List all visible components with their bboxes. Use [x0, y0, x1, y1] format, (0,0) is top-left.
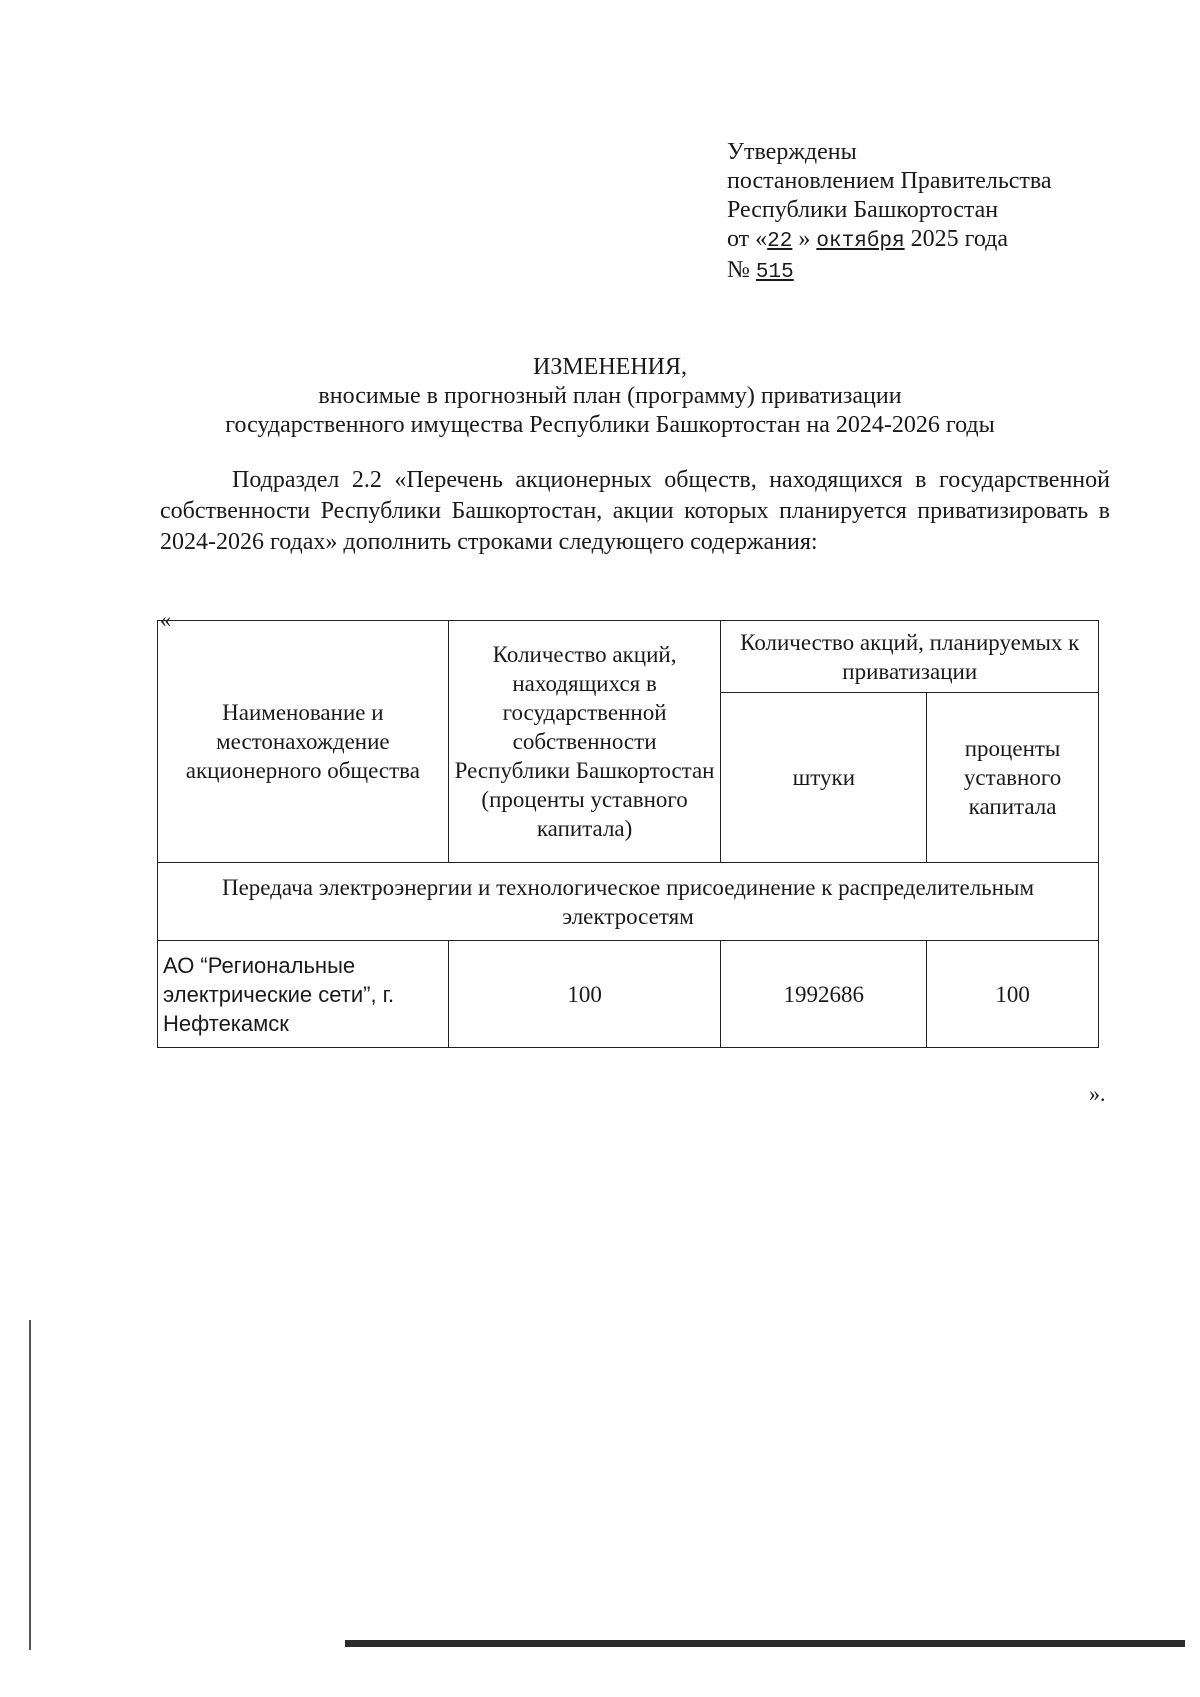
date-month: октября — [816, 230, 905, 253]
approval-line-3: Республики Башкортостан — [727, 197, 999, 223]
approval-block — [727, 138, 1167, 287]
document-title — [150, 353, 1070, 440]
col-header-pieces: штуки — [721, 693, 927, 863]
scan-margin-line — [29, 1320, 31, 1650]
approval-line-1: Утверждены — [727, 139, 857, 165]
approval-number — [727, 256, 1167, 287]
number-prefix: № — [727, 257, 750, 283]
amendment-paragraph: Подраздел 2.2 «Перечень акционерных обществ, находящихся в государственной собственности Республики Башкортостан, акции которых планируется приватизировать в 2024-2026 годах» дополнить строками следующего содержания: — [160, 467, 1110, 555]
date-prefix: от « — [727, 226, 768, 252]
section-title: Передача электроэнергии и технологическое присоединение к распределительным электросетям — [158, 863, 1099, 941]
date-day: 22 — [767, 230, 793, 253]
col-header-name: Наименование и местонахождение акционерного общества — [158, 621, 449, 863]
approval-date — [727, 225, 1167, 256]
privatization-table — [157, 620, 1099, 1048]
title-line-3: государственного имущества Республики Башкортостан на 2024-2026 годы — [225, 412, 995, 438]
table-section-row — [158, 863, 1099, 941]
title-line-2: вносимые в прогнозный план (программу) приватизации — [318, 383, 902, 409]
scan-bottom-line — [345, 1640, 1185, 1647]
cell-percent: 100 — [927, 941, 1099, 1048]
table-row — [158, 941, 1099, 1048]
cell-company-name: АО “Региональные электрические сети”, г. Нефтекамск — [158, 941, 449, 1048]
col-header-state-share: Количество акций, находящихся в государственной собственности Республики Башкортостан (проценты уставного капитала) — [448, 621, 721, 863]
cell-state-share: 100 — [448, 941, 721, 1048]
table-header-row — [158, 621, 1099, 693]
quote-close: ». — [1089, 1081, 1106, 1106]
date-mid: » — [798, 226, 811, 252]
col-header-planned: Количество акций, планируемых к приватизации — [721, 621, 1099, 693]
title-heading: ИЗМЕНЕНИЯ, — [532, 354, 688, 380]
approval-line-2: постановлением Правительства — [727, 168, 1052, 194]
quote-open: « — [160, 607, 171, 632]
col-header-percent: проценты уставного капитала — [927, 693, 1099, 863]
date-year: 2025 года — [910, 226, 1009, 252]
number-value: 515 — [755, 261, 794, 284]
cell-pieces: 1992686 — [721, 941, 927, 1048]
